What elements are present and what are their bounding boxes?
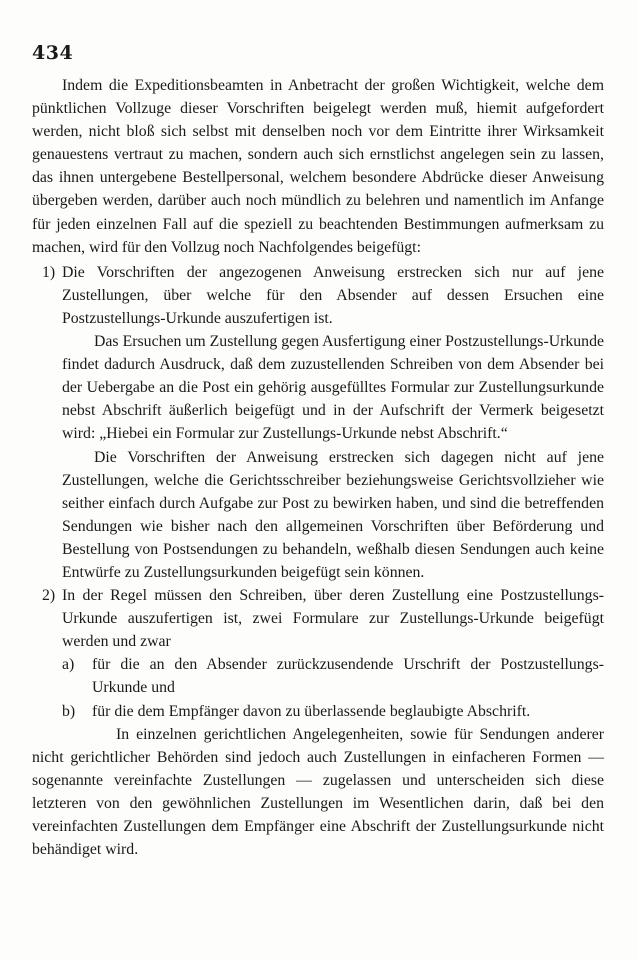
sub-item-b	[62, 700, 604, 723]
sub-item-a	[62, 653, 604, 699]
sub-item-a-text: für die an den Absender zurückzusendende Urschrift der Postzustellungs-Urkunde und	[92, 656, 604, 697]
item-number: 1)	[42, 263, 56, 281]
list-item-1	[32, 261, 604, 330]
sub-item-b-text: für die dem Empfänger davon zu überlassende beglaubigte Abschrift.	[92, 702, 531, 720]
item-1-paragraph-1: Das Ersuchen um Zustellung gegen Ausfertigung einer Postzustellungs-Urkunde findet dadurch Ausdruck, daß dem zuzustellenden Schreiben von dem Absender bei der Uebergabe an die Post ein gehörig ausgefülltes Formular zur Zustellungsurkunde nebst Abschrift äußerlich beigefügt und in der Aufschrift der Vermerk beigesetzt wird: „Hiebei ein Formular zur Zustellungs-Urkunde nebst Abschrift.“	[62, 333, 604, 443]
sub-item-letter: b)	[62, 702, 76, 720]
intro-paragraph: Indem die Expeditionsbeamten in Anbetracht der großen Wichtigkeit, welche dem pünktlichen Vollzuge dieser Vorschriften beigelegt werden muß, hiemit aufgefordert werden, nicht bloß sich selbst mit denselben noch vor dem Eintritte ihrer Wirksamkeit genauestens vertraut zu machen, sondern auch sich ernstlichst angelegen sein zu lassen, das ihnen untergebene Bestellpersonal, welchem besondere Abdrücke dieser Anweisung übergeben werden, darüber auch noch mündlich zu belehren und namentlich im Anfange für jeden einzelnen Fall auf die speziell zu beachtenden Bestimmungen aufmerksam zu machen, wird für den Vollzug noch Nachfolgendes beigefügt:	[32, 77, 604, 256]
item-1-text: Die Vorschriften der angezogenen Anweisung erstrecken sich nur auf jene Zustellungen, über welche für den Absender auf dessen Ersuchen eine Postzustellungs-Urkunde auszufertigen ist.	[62, 263, 604, 327]
item-1-paragraph-2: Die Vorschriften der Anweisung erstrecken sich dagegen nicht auf jene Zustellungen, welche die Gerichtsschreiber beziehungsweise Gerichtsvollzieher wie seither einfach durch Aufgabe zur Post zu bewirken haben, und sind die betreffenden Sendungen wie bisher nach den allgemeinen Vorschriften über Beförderung und Bestellung von Postsendungen zu behandeln, weßhalb diesen Sendungen auch keine Entwürfe zu Zustellungsurkunden beigefügt sein können.	[62, 448, 604, 581]
body-text	[32, 74, 604, 861]
item-2-text: In der Regel müssen den Schreiben, über deren Zustellung eine Postzustellungs-Urkunde auszufertigen ist, zwei Formulare zur Zustellungs-Urkunde beigefügt werden und zwar	[62, 587, 604, 651]
sub-item-letter: a)	[62, 656, 75, 674]
closing-paragraph: In einzelnen gerichtlichen Angelegenheiten, sowie für Sendungen anderer nicht gerichtlicher Behörden sind jedoch auch Zustellungen in einfacheren Formen — sogenannte vereinfachte Zustellungen — zugelassen und unterscheiden sich diese letzteren von den gewöhnlichen Zustellungen im Wesentlichen darin, daß bei den vereinfachten Zustellungen dem Empfänger eine Abschrift der Zustellungsurkunde nicht behändiget wird.	[32, 725, 604, 859]
item-number: 2)	[42, 587, 56, 605]
page-number: 434	[32, 42, 74, 64]
list-item-2	[32, 584, 604, 723]
